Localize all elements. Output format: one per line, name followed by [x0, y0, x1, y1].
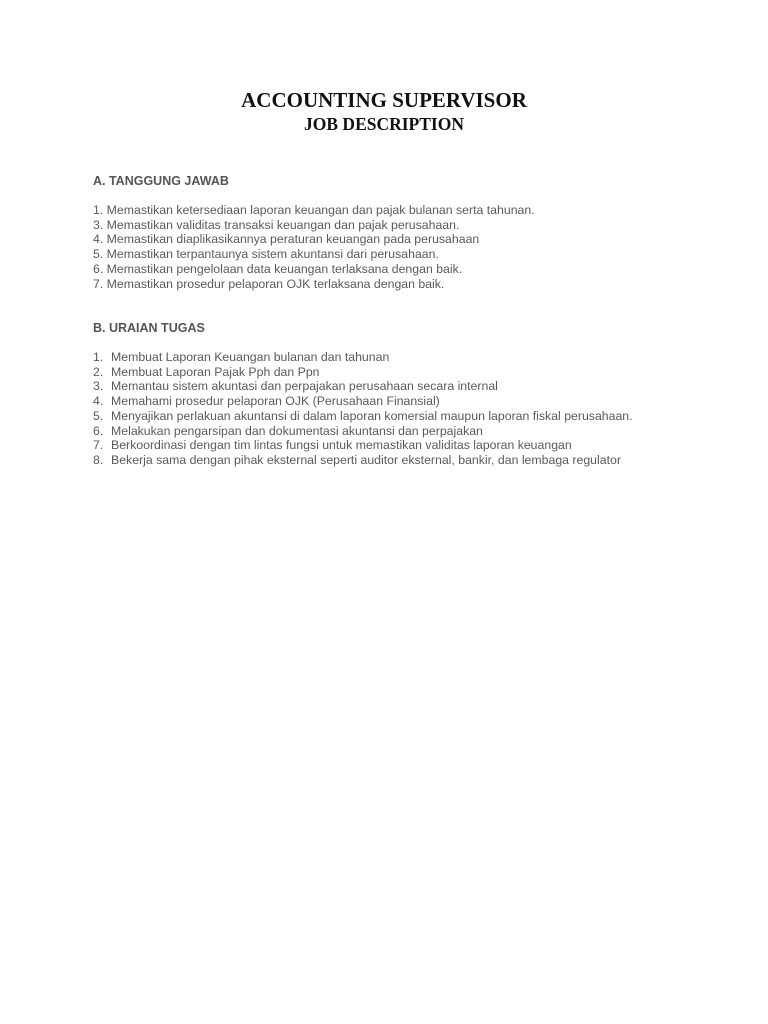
list-item: 5. Memastikan terpantaunya sistem akuntansi dari perusahaan. — [93, 247, 439, 262]
document-subtitle: JOB DESCRIPTION — [304, 114, 464, 134]
document-title: ACCOUNTING SUPERVISOR — [241, 88, 527, 112]
list-item — [93, 409, 633, 424]
list-item-text: Membuat Laporan Pajak Pph dan Ppn — [111, 364, 320, 379]
list-item — [93, 453, 633, 468]
list-item-number: 1. — [93, 350, 104, 364]
list-item: 6. Memastikan pengelolaan data keuangan terlaksana dengan baik. — [93, 261, 463, 276]
list-item-number: 6. — [93, 423, 104, 438]
list-item-number: 8. — [93, 452, 104, 467]
list-item-text: Membuat Laporan Keuangan bulanan dan tahunan — [111, 350, 390, 364]
list-item — [93, 379, 633, 394]
list-item-text: Bekerja sama dengan pihak eksternal seperti auditor eksternal, bankir, dan lembaga regulator — [111, 452, 621, 467]
list-item — [93, 365, 633, 380]
list-item-text: Menyajikan perlakuan akuntansi di dalam laporan komersial maupun laporan fiskal perusahaan. — [111, 408, 633, 423]
section-a-heading: A. TANGGUNG JAWAB — [93, 174, 229, 188]
list-item-text: Memahami prosedur pelaporan OJK (Perusahaan Finansial) — [111, 394, 440, 409]
list-item-text: Berkoordinasi dengan tim lintas fungsi untuk memastikan validitas laporan keuangan — [111, 438, 572, 453]
list-item — [93, 350, 633, 365]
list-item-number: 2. — [93, 364, 104, 379]
list-item: 7. Memastikan prosedur pelaporan OJK terlaksana dengan baik. — [93, 276, 445, 291]
list-item — [93, 438, 633, 453]
responsibilities-list — [93, 203, 653, 291]
list-item-number: 7. — [93, 438, 104, 453]
list-item: 3. Memastikan validitas transaksi keuangan dan pajak perusahaan. — [93, 217, 460, 232]
list-item-text: Melakukan pengarsipan dan dokumentasi akuntansi dan perpajakan — [111, 423, 483, 438]
list-item-text: Memantau sistem akuntasi dan perpajakan perusahaan secara internal — [111, 379, 498, 394]
duties-list — [93, 350, 633, 468]
list-item: 1. Memastikan ketersediaan laporan keuangan dan pajak bulanan serta tahunan. — [93, 203, 535, 217]
section-b-heading: B. URAIAN TUGAS — [93, 321, 205, 335]
list-item-number: 5. — [93, 408, 104, 423]
list-item — [93, 424, 633, 439]
list-item-number: 3. — [93, 379, 104, 394]
list-item: 4. Memastikan diaplikasikannya peraturan keuangan pada perusahaan — [93, 232, 480, 247]
list-item-number: 4. — [93, 394, 104, 409]
list-item — [93, 394, 633, 409]
